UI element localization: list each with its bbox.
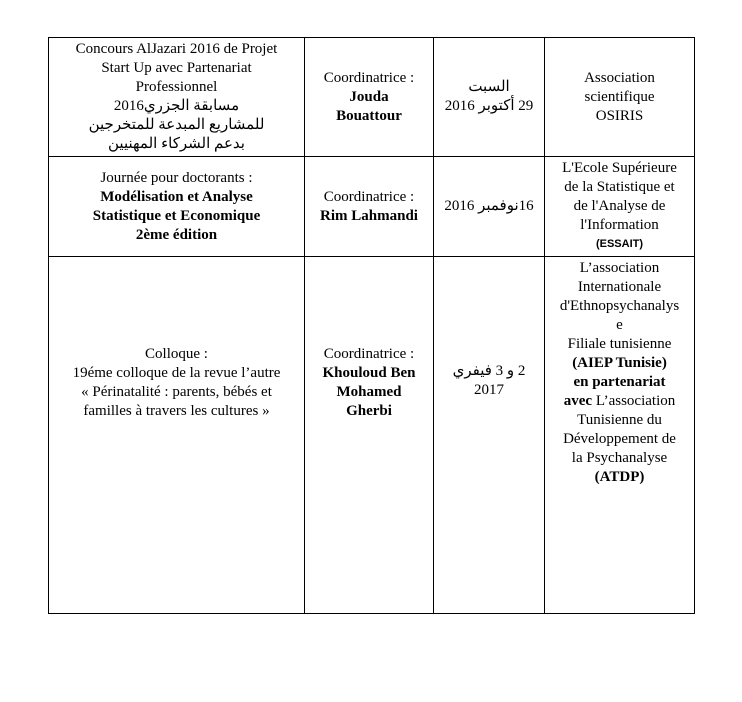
table-row: [49, 157, 695, 257]
coordinator-name: Khouloud Ben: [322, 365, 416, 381]
organizer-cell: [545, 157, 695, 257]
event-title-line: « Périnatalité : parents, bébés et: [81, 384, 272, 400]
organizer-line: scientifique: [584, 88, 655, 105]
event-intro: Journée pour doctorants :: [100, 169, 253, 186]
coordinator-name: Rim Lahmandi: [320, 207, 418, 224]
coordinator-cell: [305, 157, 434, 257]
coordinator-cell: [305, 38, 434, 157]
event-title-line: 19éme colloque de la revue l’autre: [72, 365, 281, 381]
date-line: 2 و 3 فيفري: [452, 363, 526, 379]
coordinator-cell: [305, 257, 434, 614]
organizer-line: de l'Analyse de: [573, 198, 666, 214]
date-line: 16نوفمبر 2016: [444, 198, 534, 214]
event-title-line: Modélisation et Analyse: [100, 188, 253, 205]
organizer-line: (ATDP): [594, 469, 645, 485]
event-arabic-line: للمشاريع المبدعة للمتخرجين: [88, 117, 265, 133]
organizer-line-rest: L’association: [592, 393, 676, 409]
date-cell: [434, 257, 545, 614]
organizer-line: (AIEP Tunisie): [572, 355, 667, 371]
organizer-line: Développement de: [563, 431, 676, 447]
organizer-line: Internationale: [577, 279, 662, 295]
organizer-cell: [545, 38, 695, 157]
organizer-line: L’association: [579, 260, 660, 276]
date-cell: [434, 157, 545, 257]
events-table: [48, 37, 695, 614]
organizer-line: OSIRIS: [595, 107, 644, 124]
organizer-line: l'Information: [580, 217, 659, 233]
organizer-line: en partenariat: [573, 374, 666, 390]
event-arabic-line: بدعم الشركاء المهنيين: [108, 136, 245, 152]
event-title-line: familles à travers les cultures »: [83, 403, 270, 419]
organizer-line: Filiale tunisienne: [567, 336, 672, 352]
organizer-line: [548, 392, 691, 411]
coordinator-name: Gherbi: [346, 403, 392, 419]
event-cell: [49, 257, 305, 614]
coordinator-label: Coordinatrice :: [323, 69, 415, 86]
event-title-line: Professionnel: [135, 79, 218, 95]
table-row: [49, 257, 695, 614]
date-line: السبت: [468, 79, 510, 95]
date-line: 2017: [474, 382, 504, 398]
date-cell: [434, 38, 545, 157]
event-title-line: Concours AlJazari 2016 de Projet: [75, 41, 278, 57]
coordinator-label: Coordinatrice :: [323, 188, 415, 205]
date-line: 29 أكتوبر 2016: [444, 98, 534, 114]
organizer-line: de la Statistique et: [564, 179, 675, 195]
coordinator-name: Bouattour: [336, 107, 402, 124]
organizer-acronym: (ESSAIT): [595, 238, 644, 250]
organizer-line-bold-part: avec: [563, 393, 593, 409]
organizer-line: Association: [584, 69, 655, 86]
organizer-line: Tunisienne du: [577, 412, 662, 428]
organizer-line: e: [616, 317, 623, 333]
event-cell: [49, 157, 305, 257]
organizer-cell: [545, 257, 695, 614]
event-cell: [49, 38, 305, 157]
table-row: [49, 38, 695, 157]
event-title-line: Statistique et Economique: [92, 207, 261, 224]
coordinator-label: Coordinatrice :: [323, 346, 415, 362]
event-title-line: Colloque :: [145, 346, 208, 362]
event-title-line: Start Up avec Partenariat: [101, 60, 252, 76]
event-title-line: 2ème édition: [135, 226, 218, 243]
organizer-line: L'Ecole Supérieure: [562, 160, 677, 176]
coordinator-name: Mohamed: [336, 384, 402, 400]
coordinator-name: Jouda: [349, 88, 389, 105]
event-arabic-line: مسابقة الجزري2016: [113, 98, 240, 114]
organizer-line: la Psychanalyse: [571, 450, 668, 466]
organizer-line: d'Ethnopsychanalys: [559, 298, 680, 314]
